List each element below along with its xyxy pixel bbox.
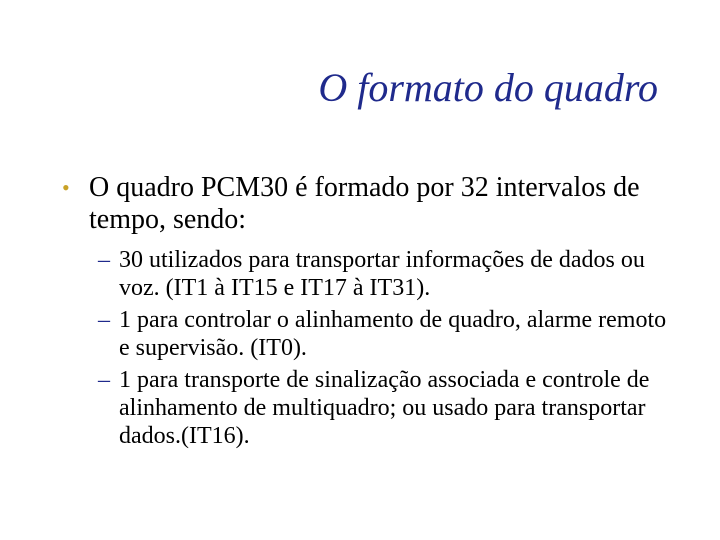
sub-item-text: 1 para controlar o alinhamento de quadro, alarme remoto e supervisão. (IT0). (119, 307, 667, 361)
slide-body (62, 172, 682, 454)
sub-item-text: 1 para transporte de sinalização associada e controle de alinhamento de multiquadro; ou usado para transportar dados.(IT16). (119, 367, 650, 449)
sub-item (98, 306, 682, 362)
sub-item (98, 246, 682, 302)
bullet-dot-icon: • (62, 175, 70, 200)
main-bullet-text: O quadro PCM30 é formado por 32 intervalos de tempo, sendo: (89, 172, 640, 235)
slide-title: O formato do quadro (318, 65, 658, 110)
sub-list (98, 246, 682, 450)
main-bullet (62, 172, 682, 236)
dash-icon: – (98, 247, 110, 273)
sub-item (98, 366, 682, 450)
dash-icon: – (98, 367, 110, 393)
sub-item-text: 30 utilizados para transportar informações de dados ou voz. (IT1 à IT15 e IT17 à IT31). (119, 247, 645, 301)
dash-icon: – (98, 307, 110, 333)
